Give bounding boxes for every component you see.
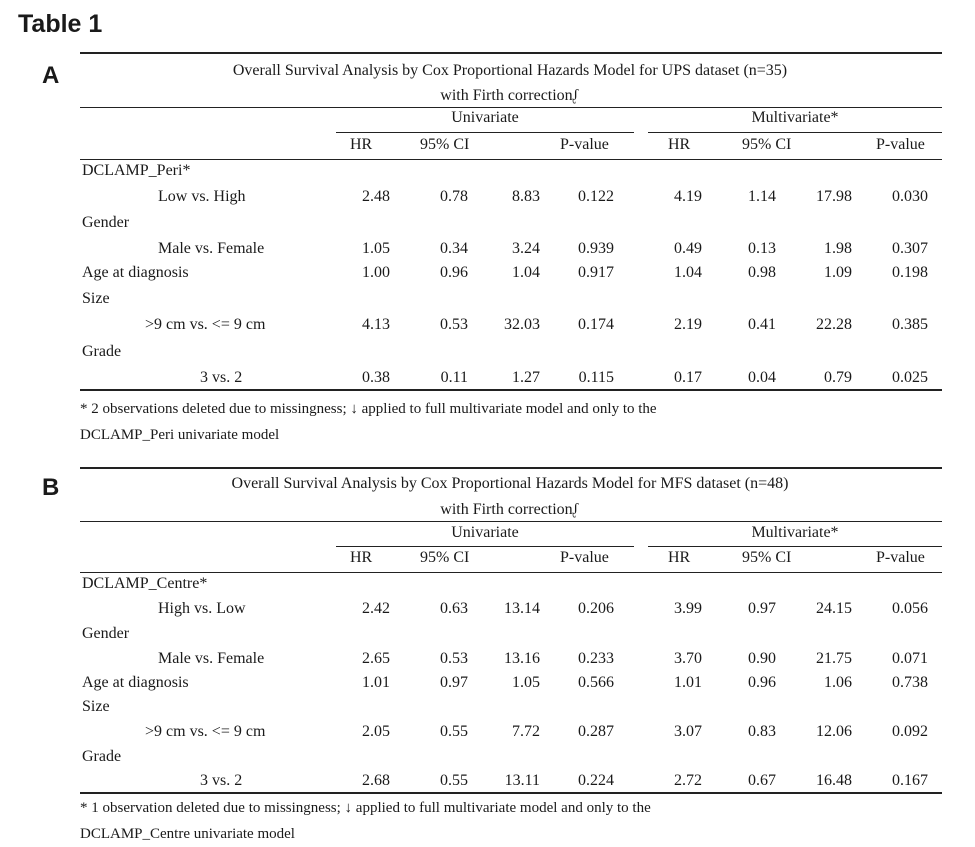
col-header-pvalue-univariate: P-value [560,549,609,566]
row-label: Low vs. High [158,188,246,205]
row-value: 0.34 [440,240,468,257]
row-value: 3.24 [512,240,540,257]
row-label: DCLAMP_Centre* [82,575,208,592]
row-label: Male vs. Female [158,650,265,667]
row-value: 0.04 [748,369,776,386]
row-value: 0.11 [440,369,468,386]
row-label: 3 vs. 2 [200,772,243,789]
row-value: 0.55 [440,772,468,789]
row-value: 0.307 [892,240,928,257]
row-value: 0.96 [748,674,776,691]
row-value: 2.42 [362,600,390,617]
caption-rule [80,521,942,522]
row-value: 0.071 [892,650,928,667]
row-value: 1.04 [674,264,702,281]
figure-title: Table 1 [18,10,103,38]
panel-a-caption-line1: Overall Survival Analysis by Cox Proportional Hazards Model for UPS dataset (n=35) [232,62,788,79]
row-value: 1.98 [824,240,852,257]
row-value: 2.05 [362,723,390,740]
row-value: 2.68 [362,772,390,789]
row-value: 4.13 [362,316,390,333]
row-value: 1.27 [512,369,540,386]
row-value: 0.53 [440,650,468,667]
row-label: Grade [82,748,122,765]
row-value: 0.115 [578,369,614,386]
row-value: 0.738 [892,674,928,691]
row-value: 21.75 [816,650,852,667]
col-header-pvalue-multivariate: P-value [876,549,925,566]
table-top-rule [80,52,942,54]
row-value: 0.025 [892,369,928,386]
table-bottom-rule [80,792,942,794]
row-value: 0.198 [892,264,928,281]
row-value: 7.72 [512,723,540,740]
footnote-line2: DCLAMP_Peri univariate model [80,427,280,443]
row-value: 0.49 [674,240,702,257]
row-label: Age at diagnosis [82,264,189,281]
row-label: Grade [82,343,122,360]
row-value: 0.056 [892,600,928,617]
group-header-multivariate: Multivariate* [751,109,839,126]
row-value: 0.79 [824,369,852,386]
footnote-line1: * 2 observations deleted due to missingness; ↓ applied to full multivariate model and only to the [80,401,657,417]
row-value: 16.48 [816,772,852,789]
row-value: 1.06 [824,674,852,691]
col-header-ci-multivariate: 95% CI [742,136,792,153]
row-label: Size [82,698,110,715]
row-label: 3 vs. 2 [200,369,243,386]
row-value: 0.41 [748,316,776,333]
col-header-ci-multivariate: 95% CI [742,549,792,566]
row-value: 0.030 [892,188,928,205]
row-value: 13.16 [504,650,540,667]
header-rule [80,159,942,160]
row-value: 32.03 [504,316,540,333]
panel-b-letter: B [42,474,60,501]
row-value: 22.28 [816,316,852,333]
col-header-hr-univariate: HR [350,136,373,153]
row-label: Male vs. Female [158,240,265,257]
row-value: 0.206 [578,600,614,617]
row-value: 0.67 [748,772,776,789]
row-value: 13.11 [504,772,540,789]
col-header-hr-multivariate: HR [668,136,691,153]
row-value: 0.224 [578,772,614,789]
row-value: 3.70 [674,650,702,667]
row-value: 2.19 [674,316,702,333]
group-rule-univariate [336,132,634,133]
row-value: 0.17 [674,369,702,386]
row-value: 12.06 [816,723,852,740]
row-value: 1.01 [362,674,390,691]
group-rule-multivariate [648,132,942,133]
row-value: 0.96 [440,264,468,281]
col-header-pvalue-univariate: P-value [560,136,609,153]
row-label: >9 cm vs. <= 9 cm [145,316,266,333]
row-label: Gender [82,214,130,231]
row-value: 0.233 [578,650,614,667]
row-value: 3.07 [674,723,702,740]
row-value: 1.04 [512,264,540,281]
row-value: 0.917 [578,264,614,281]
row-value: 0.939 [578,240,614,257]
row-value: 24.15 [816,600,852,617]
row-value: 17.98 [816,188,852,205]
row-label: Gender [82,625,130,642]
row-value: 1.00 [362,264,390,281]
row-value: 0.90 [748,650,776,667]
group-rule-univariate [336,546,634,547]
col-header-hr-multivariate: HR [668,549,691,566]
panel-b-caption-line2: with Firth correctionᶘ [440,501,580,518]
row-value: 0.63 [440,600,468,617]
row-value: 0.174 [578,316,614,333]
row-value: 0.092 [892,723,928,740]
row-value: 0.83 [748,723,776,740]
panel-b-caption-line1: Overall Survival Analysis by Cox Proportional Hazards Model for MFS dataset (n=48) [231,475,789,492]
row-value: 2.72 [674,772,702,789]
group-header-multivariate: Multivariate* [751,524,839,541]
row-value: 2.65 [362,650,390,667]
row-value: 1.05 [362,240,390,257]
row-value: 0.385 [892,316,928,333]
group-header-univariate: Univariate [451,524,519,541]
row-value: 4.19 [674,188,702,205]
footnote-line1: * 1 observation deleted due to missingness; ↓ applied to full multivariate model and only to the [80,800,651,816]
row-label: DCLAMP_Peri* [82,162,191,179]
row-value: 0.97 [748,600,776,617]
row-value: 0.78 [440,188,468,205]
row-label: Age at diagnosis [82,674,189,691]
col-header-ci-univariate: 95% CI [420,136,470,153]
row-value: 0.13 [748,240,776,257]
row-value: 1.05 [512,674,540,691]
row-label: >9 cm vs. <= 9 cm [145,723,266,740]
col-header-pvalue-multivariate: P-value [876,136,925,153]
row-value: 0.38 [362,369,390,386]
table-bottom-rule [80,389,942,391]
row-value: 0.98 [748,264,776,281]
row-value: 0.122 [578,188,614,205]
caption-rule [80,107,942,108]
group-rule-multivariate [648,546,942,547]
row-value: 0.287 [578,723,614,740]
row-value: 13.14 [504,600,540,617]
footnote-line2: DCLAMP_Centre univariate model [80,826,295,842]
table-top-rule [80,467,942,469]
row-value: 1.09 [824,264,852,281]
row-value: 3.99 [674,600,702,617]
row-value: 1.14 [748,188,776,205]
header-rule [80,572,942,573]
row-value: 0.55 [440,723,468,740]
panel-a-caption-line2: with Firth correctionᶘ [440,87,580,104]
row-label: High vs. Low [158,600,246,617]
row-label: Size [82,290,110,307]
row-value: 2.48 [362,188,390,205]
row-value: 1.01 [674,674,702,691]
col-header-hr-univariate: HR [350,549,373,566]
row-value: 0.97 [440,674,468,691]
group-header-univariate: Univariate [451,109,519,126]
row-value: 0.53 [440,316,468,333]
panel-a-letter: A [42,62,60,89]
row-value: 0.167 [892,772,928,789]
col-header-ci-univariate: 95% CI [420,549,470,566]
row-value: 8.83 [512,188,540,205]
row-value: 0.566 [578,674,614,691]
